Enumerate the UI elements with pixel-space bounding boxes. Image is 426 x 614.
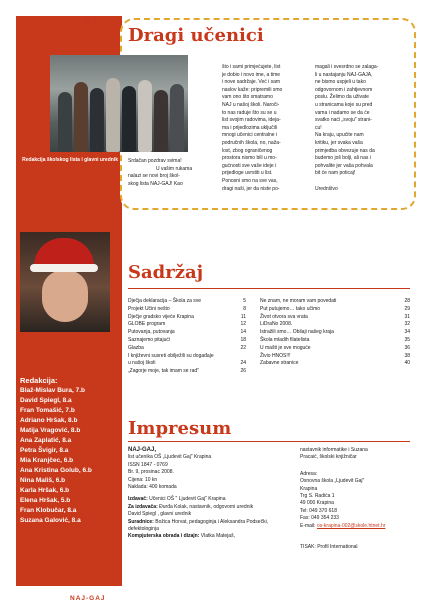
editorial-staff-list xyxy=(20,386,120,526)
impresum-left xyxy=(128,447,286,541)
photo-figure xyxy=(106,78,120,152)
text-line: bit će nam poticaj! xyxy=(315,170,356,177)
toc-entry xyxy=(128,329,246,337)
text-line: Fax: 049 354 233 xyxy=(300,515,339,522)
contents-list-left xyxy=(128,298,246,376)
toc-entry-title: Živio HNOS!!! xyxy=(260,352,291,359)
text-line: Krapina xyxy=(300,485,318,492)
toc-entry xyxy=(260,298,410,306)
impresum-divider xyxy=(128,441,410,442)
text-line: odgovornom i zahtjevnom xyxy=(315,86,373,93)
editorial-staff-member: Suzana Galović, 8.a xyxy=(20,517,81,524)
photo-caption: Redakcija školskog lista i glavni urednik xyxy=(22,157,118,163)
face xyxy=(42,270,88,322)
photo-figure xyxy=(74,82,88,152)
toc-entry-title: Zabavne stranice xyxy=(260,360,299,367)
toc-entry-title: LiDraNo 2008. xyxy=(260,321,293,328)
text-line: Na kraju, upućite nam xyxy=(315,132,364,139)
collaborators-value: Božica Horvat, pedagoginja i Aleksandra Podsečki, defektologinja xyxy=(128,518,269,533)
toc-entry xyxy=(128,321,246,329)
editorial-staff-member: Elena Hršak, 5.b xyxy=(20,497,71,504)
design-label: Kompjuterska obrada i dizajn: xyxy=(128,533,200,540)
editorial-staff-heading: Redakcija: xyxy=(20,376,58,385)
text-line: svatko naći „svoju" strani- xyxy=(315,117,372,124)
text-line: područnih škola, no, naža- xyxy=(222,139,281,146)
toc-entry-title: Dječje gradsko vijeće Krapina xyxy=(128,313,194,320)
text-line: Urednštvo xyxy=(315,185,338,192)
publisher-label: Izdavač: xyxy=(128,496,148,503)
toc-entry-title: GLOBE program xyxy=(128,321,166,328)
editorial-staff-member: Fran Tomašić, 7.b xyxy=(20,407,75,414)
text-line: dragi naši, jer da niste po- xyxy=(222,185,280,192)
toc-entry xyxy=(260,353,410,361)
text-line: nastavnik informatike i Suzana xyxy=(300,447,368,453)
page-number: 4 xyxy=(85,16,90,25)
text-line: to nas raduje što su se u xyxy=(222,109,277,116)
toc-entry xyxy=(128,368,246,376)
text-line: i nove sadržaje. Već i sam xyxy=(222,79,281,86)
text-line: Br. 9, prosinac 2008. xyxy=(128,469,174,476)
photo-figure xyxy=(58,92,72,152)
toc-entry xyxy=(128,353,246,361)
hat-band xyxy=(30,264,98,272)
text-line: prostora nismo bili u mo- xyxy=(222,155,277,162)
text-line: što i sami primjećujete, list xyxy=(222,64,281,70)
toc-entry-page: 5 xyxy=(243,298,246,304)
editorial-staff-member: Fran Klobučar, 8.a xyxy=(20,507,77,514)
toc-entry xyxy=(128,360,246,368)
editorial-staff-member: Adriano Hršak, 8.b xyxy=(20,417,78,424)
toc-entry-page: 24 xyxy=(240,360,246,367)
text-line: primjedba obvezuje nas da xyxy=(315,147,375,154)
email-link[interactable]: os-krapina-002@skole.htnet.hr xyxy=(316,522,386,529)
impresum-right xyxy=(300,447,410,551)
text-line: li u nastajanju NAJ-GAJA, xyxy=(315,71,373,78)
toc-entry-page: 36 xyxy=(404,344,410,351)
toc-entry-title: U mašti je sve moguće xyxy=(260,344,311,351)
toc-entry-page: 22 xyxy=(240,344,246,351)
chief-editor: David Spiegl , glavni urednik xyxy=(128,511,192,518)
contents-divider xyxy=(128,288,410,289)
text-line: skog lista NAJ-GAJ! Kao xyxy=(128,180,183,187)
text-line: lost, zbog ograničenog xyxy=(222,147,273,154)
toc-entry-title: Dječja deklaracija – Škola za sve xyxy=(128,298,202,304)
text-line: NAJ u našoj školi. Naroči- xyxy=(222,101,280,108)
text-line: ne bismo uspjeli u tako xyxy=(315,79,366,86)
toc-entry xyxy=(128,298,246,306)
text-line xyxy=(315,178,395,186)
text-line: prijedloge uvrstiti u list. xyxy=(222,170,273,177)
publisher-value: Učenici OŠ " Ljudevit Gaj" Krapina xyxy=(149,496,226,503)
design-value: Vlatka Matejaš, xyxy=(200,533,235,540)
toc-entry-page: 11 xyxy=(240,313,246,320)
toc-entry-title: u našoj školi xyxy=(128,360,156,367)
toc-entry-page: 28 xyxy=(404,298,410,304)
toc-entry xyxy=(260,345,410,353)
toc-entry-title: Putovanja, putovanja xyxy=(128,329,175,336)
text-line: cu! xyxy=(315,124,322,131)
editorial-staff-member: Blaž-Mislav Bura, 7.b xyxy=(20,387,86,394)
toc-entry-page: 8 xyxy=(243,305,246,312)
text-line: U vašim rukama xyxy=(156,165,193,172)
text-line: Tel: 049 370 618 xyxy=(300,507,337,514)
photo-figure xyxy=(170,84,184,152)
publication-name: NAJ-GAJ, xyxy=(128,447,157,453)
toc-entry-title: Saznajemo pitajući xyxy=(128,336,170,343)
text-line: nalazi se novi broj škol- xyxy=(128,173,180,180)
text-line: gućnosti sve vaše ideje i xyxy=(222,162,277,169)
toc-entry-page: 34 xyxy=(404,329,410,336)
toc-entry-title: Projekt Učini nešto xyxy=(128,305,170,312)
text-line: budemo još bolji, ali nas i xyxy=(315,155,371,162)
welcome-title: Dragi učenici xyxy=(128,25,264,46)
text-line: u stranicama koje su pred xyxy=(315,101,373,108)
toc-entry-page: 14 xyxy=(240,329,246,336)
toc-entry-page: 40 xyxy=(404,360,410,367)
text-line: Trg S. Radića 1 xyxy=(300,493,335,500)
toc-entry-page: 12 xyxy=(240,321,246,328)
toc-entry xyxy=(260,329,410,337)
photo-figure xyxy=(154,90,168,152)
address-label: Adresa: xyxy=(300,470,318,477)
editorial-staff-member: Petra Švigir, 8.a xyxy=(20,447,69,454)
email-label: E-mail: xyxy=(300,522,316,529)
toc-entry-title: Život otvora sva vrata xyxy=(260,313,308,320)
printer-info: TISAK: Profil International xyxy=(300,544,358,551)
toc-entry-title: I književni susreti obilježili su događaje xyxy=(128,352,214,359)
toc-entry-title: „Zagorje moje, tak imam se rad" xyxy=(128,368,199,375)
toc-entry xyxy=(128,337,246,345)
editorial-team-photo xyxy=(50,55,188,152)
contents-title: Sadržaj xyxy=(128,262,204,283)
text-line: 49 000 Krapina xyxy=(300,500,334,507)
toc-entry-page: 26 xyxy=(240,368,246,375)
welcome-text-right xyxy=(315,64,395,193)
text-line: poslu. Želimo da uživate xyxy=(315,94,369,101)
toc-entry-title: Škola mladih filatelista xyxy=(260,336,310,343)
text-line: Pracaić, školski knjižničar xyxy=(300,454,357,461)
text-line: Naklada: 400 komada xyxy=(128,484,177,491)
welcome-greeting xyxy=(128,158,208,188)
text-line: Cijena: 10 kn xyxy=(128,476,158,483)
toc-entry xyxy=(260,360,410,368)
toc-entry-title: Istražili smo… Obilaji našeg kraja xyxy=(260,329,334,336)
toc-entry-title: Glazba xyxy=(128,344,144,351)
text-line: Srdačan pozdrav svima! xyxy=(128,158,182,164)
text-line: pohvalite jer vaša pohvala xyxy=(315,162,373,169)
text-line: kritiku, jer svaka vaša xyxy=(315,139,363,146)
welcome-text-middle xyxy=(222,64,307,193)
editor-portrait-photo xyxy=(20,232,110,332)
editorial-staff-member: Karla Hršak, 6.b xyxy=(20,487,70,494)
impresum-title: Impresum xyxy=(128,418,232,439)
editorial-staff-member: Nina Mališ, 6.b xyxy=(20,477,66,484)
toc-entry-page: 18 xyxy=(240,336,246,343)
toc-entry-page: 35 xyxy=(404,336,410,343)
toc-entry-page: 29 xyxy=(404,305,410,312)
editorial-staff xyxy=(20,376,120,526)
text-line: je dobio i novo ime, a time xyxy=(222,71,281,78)
editorial-staff-member: Ana Zaplatić, 8.a xyxy=(20,437,72,444)
toc-entry-page xyxy=(242,353,246,361)
for-publisher-label: Za izdavača: xyxy=(128,503,158,510)
toc-entry xyxy=(260,314,410,322)
text-line: Osnovna škola „Ljudevit Gaj" xyxy=(300,478,365,485)
collaborators-label: Suradnice: xyxy=(128,518,154,525)
text-line: mnogi učenici centralne i xyxy=(222,132,278,139)
text-line: ma i prijedlozima uključili xyxy=(222,124,278,131)
text-line: vam ono što smatramo xyxy=(222,94,273,101)
text-line: list svojim radovima, ideja- xyxy=(222,117,281,124)
toc-entry-title: Put putujemo… tako učimo xyxy=(260,305,321,312)
toc-entry-title: Ne znam, ne moram vam povedati xyxy=(260,298,337,304)
toc-entry-page: 38 xyxy=(404,352,410,359)
photo-figure xyxy=(90,88,104,152)
contents-list-right xyxy=(260,298,410,368)
photo-figure xyxy=(122,86,136,152)
editorial-staff-member: Mia Kranjčec, 6.b xyxy=(20,457,74,464)
toc-entry xyxy=(260,306,410,314)
toc-entry xyxy=(128,306,246,314)
toc-entry xyxy=(128,314,246,322)
toc-entry xyxy=(260,337,410,345)
for-publisher-value: Đurđa Kolak, nastavnik, odgovorni urednik xyxy=(159,503,254,510)
text-line: ISSN 1847 - 0769 xyxy=(128,461,168,468)
footer-logo-text: NAJ-GAJ xyxy=(70,595,106,602)
editorial-staff-member: Matija Vragović, 8.b xyxy=(20,427,81,434)
text-line: Ponosni smo na sve vas, xyxy=(222,177,278,184)
text-line: list učenika OŠ „Ljudevit Gaj" Krapina xyxy=(128,454,212,461)
text-line: magali i svesrdno se zalaga- xyxy=(315,64,379,70)
text-line: naslov kaže: pripremili smo xyxy=(222,86,283,93)
photo-figure xyxy=(138,80,152,152)
toc-entry-page: 32 xyxy=(404,321,410,328)
toc-entry xyxy=(260,321,410,329)
editorial-staff-member: Ana Kristina Golub, 6.b xyxy=(20,467,92,474)
toc-entry xyxy=(128,345,246,353)
text-line: vama i nadamo se da će xyxy=(315,109,370,116)
editorial-staff-member: David Spiegl, 8.a xyxy=(20,397,72,404)
toc-entry-page: 31 xyxy=(404,313,410,320)
